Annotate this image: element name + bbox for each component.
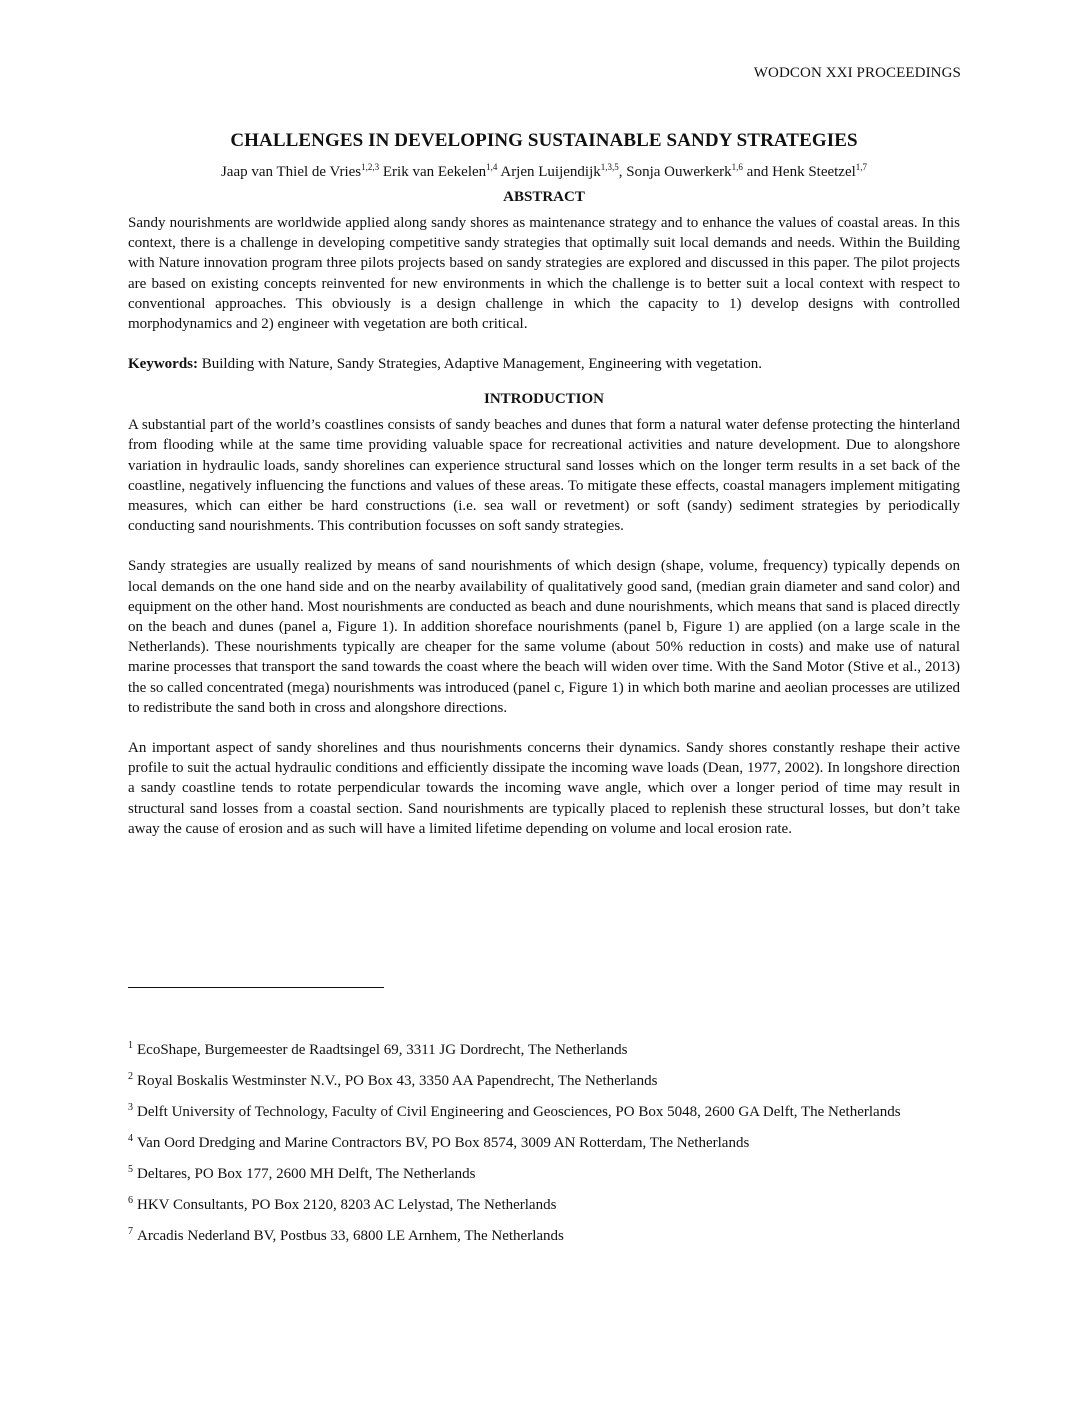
author-name: Arjen Luijendijk: [500, 164, 601, 180]
footnote-text: EcoShape, Burgemeester de Raadtsingel 69, 3311 JG Dordrecht, The Netherlands: [137, 1042, 628, 1058]
footnote: [128, 1102, 960, 1122]
author-separator: ,: [618, 164, 627, 180]
footnote-number: 3: [128, 1102, 133, 1113]
abstract-text: Sandy nourishments are worldwide applied along sandy shores as maintenance strategy and to enhance the values of coastal areas. In this context, there is a challenge in developing competitive sandy strategies that optimally suit local demands and needs. Within the Building with Nature innovation program three pilots projects based on sandy strategies are explored and discussed in this paper. The pilot projects are based on existing concepts reinvented for new environments in which the challenge is to better suit a local context with respect to conventional approaches. This obviously is a design challenge in which the capacity to 1) develop designs with controlled morphodynamics and 2) engineer with vegetation are both critical.: [128, 215, 960, 333]
author-affiliation: 1,7: [855, 162, 868, 172]
keywords: [128, 354, 960, 374]
footnote-text: Delft University of Technology, Faculty of Civil Engineering and Geosciences, PO Box 5048, 2600 GA Delft, The Netherlands: [137, 1104, 901, 1120]
introduction-heading: INTRODUCTION: [483, 391, 604, 408]
author-affiliation: 1,3,5: [600, 162, 619, 172]
footnote-number: 7: [128, 1226, 133, 1237]
keywords-label: Keywords:: [128, 356, 198, 373]
author-name: Henk Steetzel: [772, 164, 856, 180]
footnote: [128, 1226, 960, 1246]
footnote-number: 6: [128, 1195, 133, 1206]
running-head: WODCON XXI PROCEEDINGS: [753, 65, 961, 81]
footnote: [128, 1071, 960, 1091]
footnote-list: [128, 1040, 960, 1257]
footnote-text: Arcadis Nederland BV, Postbus 33, 6800 LE Arnhem, The Netherlands: [137, 1228, 564, 1244]
footnote-divider: [128, 987, 384, 988]
footnote-number: 4: [128, 1133, 133, 1144]
footnote: [128, 1040, 960, 1060]
intro-paragraph: A substantial part of the world’s coastlines consists of sandy beaches and dunes that form a natural water defense protecting the hinterland from flooding while at the same time providing valuable space for recreational activities and nature development. Due to alongshore variation in hydraulic loads, sandy shorelines can experience structural sand losses which on the longer term results in a set back of the coastline, negatively influencing the functions and values of these areas. To mitigate these effects, coastal managers implement mitigating measures, which can either be hard constructions (i.e. sea wall or revetment) or soft (sandy) sediment strategies by periodically conducting sand nourishments. This contribution focusses on soft sandy strategies.: [128, 417, 960, 535]
footnote: [128, 1164, 960, 1184]
footnote-text: Deltares, PO Box 177, 2600 MH Delft, The Netherlands: [137, 1166, 476, 1182]
footnote-text: Royal Boskalis Westminster N.V., PO Box 43, 3350 AA Papendrecht, The Netherlands: [137, 1073, 658, 1089]
footnote-text: HKV Consultants, PO Box 2120, 8203 AC Lelystad, The Netherlands: [137, 1197, 557, 1213]
intro-paragraph: An important aspect of sandy shorelines and thus nourishments concerns their dynamics. Sandy shores constantly reshape their active profile to suit the actual hydraulic conditions and efficiently dissipate the incoming wave loads (Dean, 1977, 2002). In longshore direction a sandy coastline tends to rotate perpendicular towards the incoming wave angle, which over a longer period of time may result in structural sand losses from a coastal section. Sand nourishments are typically placed to replenish these structural losses, but don’t take away the cause of erosion and as such will have a limited lifetime depending on volume and local erosion rate.: [128, 740, 960, 837]
intro-paragraph: Sandy strategies are usually realized by means of sand nourishments of which design (shape, volume, frequency) typically depends on local demands on the one hand side and on the nearby availability of qualitatively good sand, (median grain diameter and sand color) and equipment on the other hand. Most nourishments are conducted as beach and dune nourishments, which means that sand is placed directly on the beach and dunes (panel a, Figure 1). In addition shoreface nourishments (panel b, Figure 1) are applied (on a large scale in the Netherlands). These nourishments typically are cheaper for the same volume (about 50% reduction in costs) and make use of natural marine processes that transport the sand towards the coast where the beach will widen over time. With the Sand Motor (Stive et al., 2013) the so called concentrated (mega) nourishments was introduced (panel c, Figure 1) in which both marine and aeolian processes are utilized to redistribute the sand both in cross and alongshore directions.: [128, 558, 960, 716]
keywords-text: Building with Nature, Sandy Strategies, Adaptive Management, Engineering with vegetation.: [198, 356, 763, 373]
author-name: Jaap van Thiel de Vries: [220, 164, 362, 180]
footnote-number: 1: [128, 1040, 133, 1051]
footnote-number: 5: [128, 1164, 133, 1175]
footnote: [128, 1195, 960, 1215]
footnote-number: 2: [128, 1071, 133, 1082]
main-content: [128, 130, 960, 859]
paper-title: CHALLENGES IN DEVELOPING SUSTAINABLE SANDY STRATEGIES: [230, 130, 858, 151]
footnote-text: Van Oord Dredging and Marine Contractors BV, PO Box 8574, 3009 AN Rotterdam, The Netherlands: [137, 1135, 750, 1151]
author-affiliation: 1,4: [486, 162, 498, 172]
abstract-heading: ABSTRACT: [503, 189, 585, 205]
author-name: Sonja Ouwerkerk: [626, 164, 732, 180]
author-name: Erik van Eekelen: [382, 164, 487, 180]
author-separator: and: [742, 164, 773, 180]
author-affiliation: 1,2,3: [361, 162, 380, 172]
footnote: [128, 1133, 960, 1153]
author-list: [128, 164, 960, 181]
author-affiliation: 1,6: [731, 162, 743, 172]
